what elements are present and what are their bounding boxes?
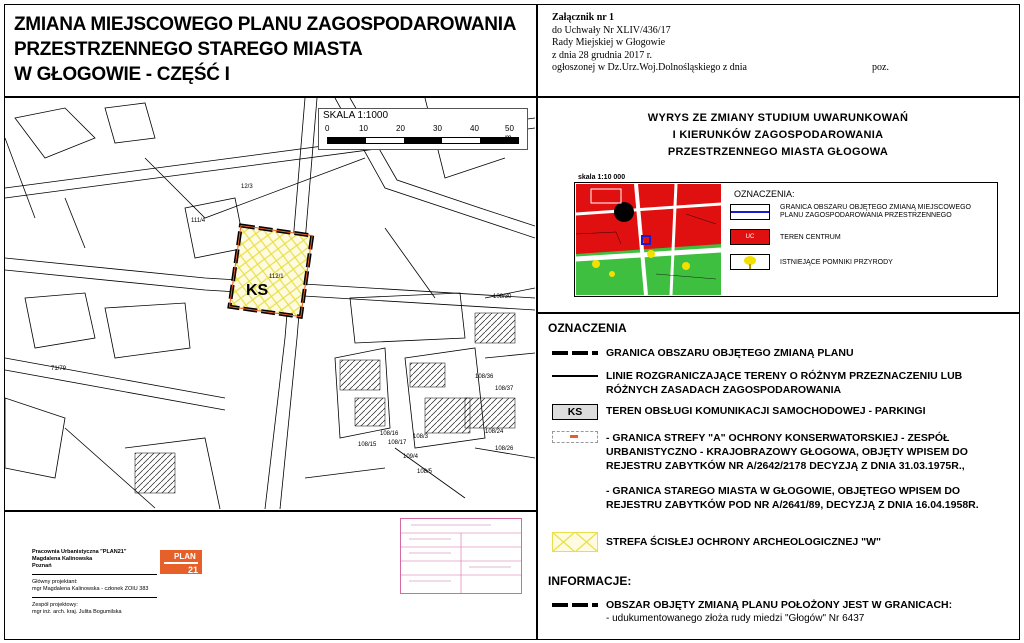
legend-item-ks <box>552 404 925 420</box>
wyrys-legend-label: GRANICA OBSZARU OBJĘTEGO ZMIANĄ MIEJSCOWEGO PLANU ZAGOSPODAROWANIA PRZESTRZENNEGO <box>780 204 971 219</box>
wyrys-legend-label: ISTNIEJĄCE POMNIKI PRZYRODY <box>780 258 893 266</box>
scale-tick: 30 <box>433 124 442 133</box>
legend-text: STREFA ŚCISŁEJ OCHRONY ARCHEOLOGICZNEJ "W" <box>606 536 882 548</box>
attachment-note <box>552 12 952 75</box>
parcel-label: 108/36 <box>475 374 494 380</box>
resolution-date: z dnia 28 grudnia 2017 r. <box>552 49 652 61</box>
main-designer-person: mgr Magdalena Kalinowska - członek ZOIU 383 <box>32 586 149 592</box>
legend-text: - GRANICA STAREGO MIASTA W GŁOGOWIE, OBJĘTEGO WPISEM DO REJESTRU ZABYTKÓW POD NR A/2641/89, DECYZJĄ Z DNIA 16.04.1958R. <box>606 485 979 511</box>
scale-ruler <box>327 137 519 144</box>
info-subtext: - udukumentowanego złoża rudy miedzi "Głogów" Nr 6437 <box>606 613 865 624</box>
main-designer-label: Główny projektant: <box>32 579 78 585</box>
plan-title <box>14 12 534 87</box>
wyrys-legend-monuments <box>730 254 893 270</box>
tree-icon <box>730 254 770 270</box>
parcel-label: 108/17 <box>388 440 407 446</box>
inset-drawing <box>576 184 721 295</box>
parcel-label: 108/16 <box>380 431 399 437</box>
parcel-label: 71/79 <box>51 366 67 372</box>
publication-note: ogłoszonej w Dz.Urz.Woj.Dolnośląskiego z dnia <box>552 62 747 73</box>
blue-boundary-swatch <box>730 204 770 220</box>
designer-org: Pracownia Urbanistyczna "PLAN21" <box>32 549 127 555</box>
approval-stamp <box>400 518 522 594</box>
scale-label: SKALA 1:1000 <box>323 110 389 121</box>
logo-text: PLAN <box>174 552 196 561</box>
info-item-ore-deposit <box>552 598 952 626</box>
designer-city: Poznań <box>32 563 52 569</box>
info-heading: INFORMACJE: <box>548 574 632 588</box>
divider-vertical <box>536 4 538 640</box>
title-line-1: ZMIANA MIEJSCOWEGO PLANU ZAGOSPODAROWANIA <box>14 14 517 35</box>
scale-tick: 20 <box>396 124 405 133</box>
wyrys-legend-title: OZNACZENIA: <box>734 189 795 199</box>
plan21-logo: PLAN 21 <box>160 550 202 574</box>
zone-label-ks: KS <box>246 282 269 299</box>
conservation-zone-symbol <box>552 431 598 445</box>
legend-text: - GRANICA STREFY "A" OCHRONY KONSERWATORSKIEJ - ZESPÓŁ URBANISTYCZNO - KRAJOBRAZOWY GŁOGOWA, OBJĘTY WPISEM DO REJESTRU ZABYTKÓW NR A/2642/2178 DECYZJĄ Z DNIA 31.03.1975R., <box>606 432 968 472</box>
parcel-label: 108/30 <box>493 294 512 300</box>
legend-spacer <box>552 484 598 498</box>
stamp-graphic <box>401 519 521 593</box>
parcel-label: 108/5 <box>417 469 433 475</box>
scale-tick: 40 <box>470 124 479 133</box>
wyrys-legend-centrum <box>730 229 841 245</box>
parcel-label: 108/24 <box>485 429 504 435</box>
study-map-inset <box>576 184 721 295</box>
wyrys-title-line-1: WYRYS ZE ZMIANY STUDIUM UWARUNKOWAŃ <box>647 112 909 124</box>
map-drawing <box>5 98 535 509</box>
team-person: mgr inż. arch. kraj. Julita Bogumilska <box>32 609 122 615</box>
wyrys-legend-label: TEREN CENTRUM <box>780 233 841 241</box>
parcel-label: 108/3 <box>413 434 429 440</box>
legend-item-archaeology <box>552 532 881 552</box>
info-text: OBSZAR OBJĘTY ZMIANĄ PLANU POŁOŻONY JEST W GRANICACH: <box>606 599 953 611</box>
team-label: Zespół projektowy: <box>32 602 78 608</box>
title-line-3: W GŁOGOWIE - CZĘŚĆ I <box>14 64 230 85</box>
designer-name: Magdalena Kalinowska <box>32 556 93 562</box>
parcel-label: 109/4 <box>403 454 419 460</box>
divider-map-footer <box>4 510 537 512</box>
archaeology-hatch-symbol <box>552 532 598 552</box>
attachment-number: Załącznik nr 1 <box>552 12 615 23</box>
parcel-label: 112/1 <box>269 274 284 280</box>
legend-item-old-town <box>552 484 1006 512</box>
title-line-2: PRZESTRZENNEGO STAREGO MIASTA <box>14 39 363 60</box>
parcel-label: 12/3 <box>241 184 253 190</box>
ks-symbol: KS <box>552 404 598 420</box>
wyrys-title-line-2: I KIERUNKÓW ZAGOSPODAROWANIA <box>672 129 884 141</box>
uc-swatch: UC <box>730 229 770 245</box>
parcel-label: 108/37 <box>495 386 514 392</box>
parcel-label: 108/15 <box>358 442 377 448</box>
map-scale-bar <box>318 108 528 150</box>
parcel-label: 108/26 <box>495 446 514 452</box>
dashed-boundary-symbol <box>552 598 598 612</box>
resolution-number: do Uchwały Nr XLIV/436/17 <box>552 24 671 36</box>
parcel-label: 111/4 <box>191 218 206 224</box>
divider-legend <box>537 312 1020 314</box>
dashed-boundary-symbol <box>552 346 598 360</box>
legend-text: GRANICA OBSZARU OBJĘTEGO ZMIANĄ PLANU <box>606 347 854 359</box>
legend-item-demarcation-lines <box>552 369 1006 397</box>
legend-heading: OZNACZENIA <box>548 321 627 335</box>
wyrys-title <box>548 110 1008 161</box>
wyrys-title-line-3: PRZESTRZENNEGO MIASTA GŁOGOWA <box>667 146 889 158</box>
council-name: Rady Miejskiej w Głogowie <box>552 37 666 48</box>
legend-item-conservation-a <box>552 431 1006 473</box>
scale-tick: 0 <box>325 124 330 133</box>
legend-text: TEREN OBSŁUGI KOMUNIKACJI SAMOCHODOWEJ - PARKINGI <box>606 405 926 417</box>
scale-tick: 10 <box>359 124 368 133</box>
cadastral-map <box>5 98 535 509</box>
demarcation-line-symbol <box>552 369 598 383</box>
scale-tick: 50 <box>505 124 514 133</box>
legend-item-plan-boundary <box>552 346 854 360</box>
legend-text: LINIE ROZGRANICZAJĄCE TERENY O RÓŻNYM PRZEZNACZENIU LUB RÓŻNYCH ZASADACH ZAGOSPODAROWANIA <box>606 370 963 396</box>
publication-position: poz. <box>872 62 889 73</box>
wyrys-scale: skala 1:10 000 <box>578 174 626 181</box>
wyrys-legend-boundary <box>730 204 990 220</box>
